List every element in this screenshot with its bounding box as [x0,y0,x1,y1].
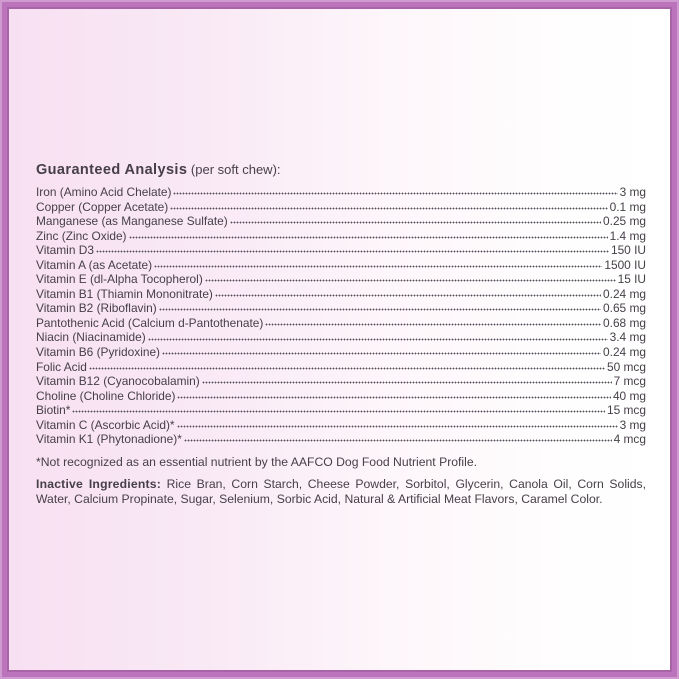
nutrient-value: 0.25 mg [603,214,646,229]
nutrient-row [36,200,646,215]
nutrient-label: Vitamin B6 (Pyridoxine) [36,345,161,360]
nutrient-value: 40 mg [612,388,646,403]
dotted-leader [177,418,618,433]
dotted-leader [129,229,608,244]
dotted-leader [215,287,601,302]
nutrient-row [36,345,646,360]
dotted-leader [230,214,601,229]
nutrient-row [36,360,646,375]
nutrient-label: Vitamin D3 [36,243,94,258]
nutrient-label: Manganese (as Manganese Sulfate) [36,214,228,229]
nutrient-label: Pantothenic Acid (Calcium d-Pantothenate) [36,315,264,330]
nutrient-value: 3 mg [619,417,646,432]
inactive-ingredients-list: Rice Bran, Corn Starch, Cheese Powder, Sorbitol, Glycerin, Canola Oil, Corn Solids, Water, Calcium Propinate, Sugar, Selenium, Sorbic Acid, Natural & Artificial Meat Flavors, Caramel Color. [36,476,647,507]
title-suffix: (per soft chew): [187,162,281,177]
nutrient-value: 0.65 mg [603,301,646,316]
nutrient-row [36,287,646,302]
nutrient-row [36,243,646,258]
nutrient-label: Folic Acid [36,359,87,374]
dotted-leader [148,330,608,345]
nutrient-row [36,301,646,316]
nutrient-value: 1.4 mg [609,228,646,243]
nutrient-label: Vitamin C (Ascorbic Acid)* [36,417,175,432]
dotted-leader [202,374,612,389]
nutrient-row [36,403,646,418]
nutrient-value: 1500 IU [604,257,646,272]
nutrient-row [36,316,646,331]
dotted-leader [96,243,609,258]
nutrient-value: 15 IU [617,272,646,287]
nutrient-value: 150 IU [610,243,646,258]
nutrient-row [36,418,646,433]
nutrient-label: Niacin (Niacinamide) [36,330,146,345]
nutrient-value: 50 mcg [607,359,646,374]
inactive-ingredients [36,477,646,508]
nutrient-label: Vitamin A (as Acetate) [36,257,153,272]
nutrient-row [36,389,646,404]
nutrient-row [36,258,646,273]
nutrient-label: Vitamin E (dl-Alpha Tocopherol) [36,272,203,287]
dotted-leader [162,345,601,360]
nutrient-row [36,432,646,447]
dotted-leader [154,258,602,273]
dotted-leader [177,389,610,404]
nutrient-row [36,272,646,287]
nutrient-label: Zinc (Zinc Oxide) [36,228,127,243]
nutrient-row [36,330,646,345]
nutrient-row [36,185,646,200]
dotted-leader [205,272,616,287]
nutrient-label: Copper (Copper Acetate) [36,199,169,214]
label-content [9,9,670,508]
nutrient-label: Vitamin B2 (Riboflavin) [36,301,157,316]
aafco-footnote: *Not recognized as an essential nutrient by the AAFCO Dog Food Nutrient Profile. [36,454,478,469]
nutrient-row [36,214,646,229]
nutrient-label: Vitamin B1 (Thiamin Mononitrate) [36,286,213,301]
nutrient-value: 15 mcg [607,403,646,418]
nutrient-label: Iron (Amino Acid Chelate) [36,185,172,199]
dotted-leader [89,360,605,375]
nutrient-label: Biotin* [36,403,71,418]
nutrient-label: Vitamin B12 (Cyanocobalamin) [36,374,200,389]
nutrient-label: Choline (Choline Chloride) [36,388,176,403]
nutrient-value: 3 mg [619,185,646,199]
dotted-leader [159,301,601,316]
title-text: Guaranteed Analysis [36,162,188,178]
nutrient-value: 0.24 mg [603,345,646,360]
nutrient-value: 0.24 mg [603,286,646,301]
nutrient-value: 7 mcg [613,374,646,389]
dotted-leader [72,403,605,418]
dotted-leader [265,316,601,331]
nutrient-value: 0.68 mg [603,315,646,330]
nutrient-row [36,229,646,244]
nutrient-value: 0.1 mg [609,199,646,214]
nutrient-value: 3.4 mg [609,330,646,345]
nutrient-table [36,185,646,447]
label-panel [9,9,670,670]
dotted-leader [184,432,612,447]
nutrient-value: 4 mcg [613,432,646,447]
guaranteed-analysis-title [36,162,646,178]
dotted-leader [170,200,607,215]
dotted-leader [173,185,617,200]
inactive-ingredients-label: Inactive Ingredients: [36,476,161,491]
nutrient-label: Vitamin K1 (Phytonadione)* [36,432,182,447]
nutrient-row [36,374,646,389]
